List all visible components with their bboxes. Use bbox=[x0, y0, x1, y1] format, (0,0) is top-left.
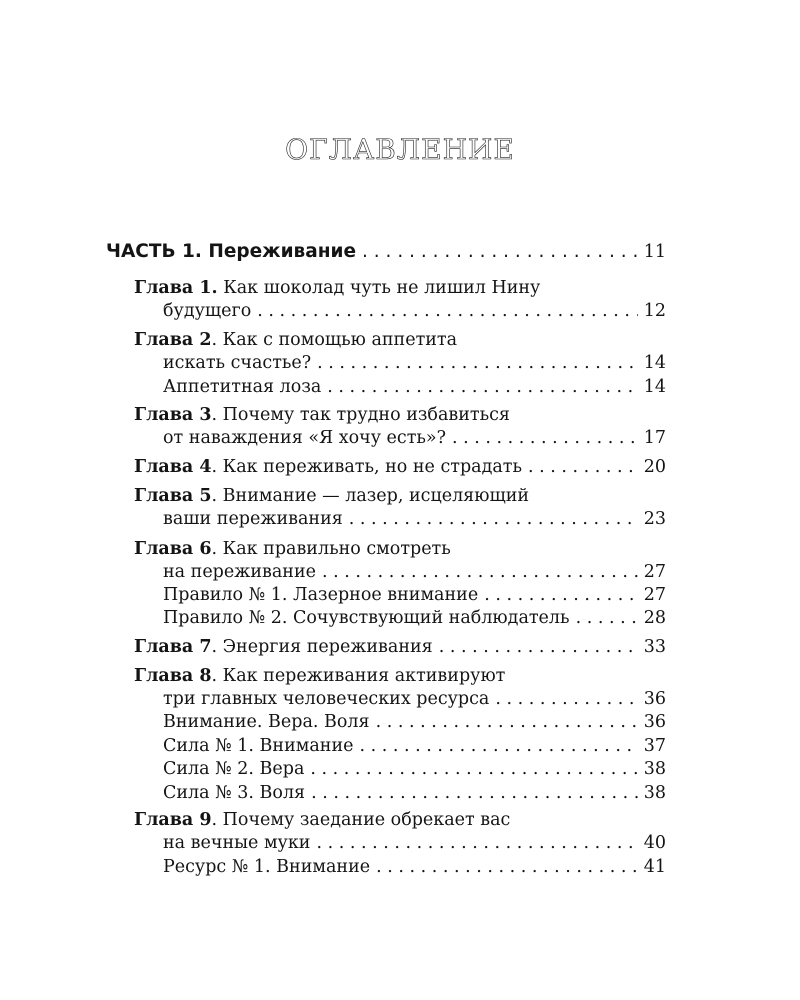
chapter-title: Как с помощью аппетита bbox=[222, 330, 458, 350]
section-title: Аппетитная лоза bbox=[163, 377, 322, 397]
leader-dots bbox=[376, 710, 638, 734]
page-number: 28 bbox=[643, 608, 666, 628]
leader-dots bbox=[311, 781, 638, 805]
chapter-title-cont: ваши переживания bbox=[163, 509, 343, 529]
page-title: ОГЛАВЛЕНИЕ bbox=[285, 133, 515, 166]
toc-section[interactable] bbox=[163, 734, 666, 758]
chapter-title-cont: три главных человеческих ресурса bbox=[163, 689, 490, 709]
chapter-label: Глава 1. bbox=[134, 278, 218, 298]
chapter-label: Глава 9 bbox=[134, 810, 212, 830]
chapter-title-cont: от наваждения «Я хочу есть»? bbox=[163, 428, 447, 448]
chapter-title: Как переживания активируют bbox=[222, 666, 506, 686]
chapter-label: Глава 2 bbox=[134, 330, 212, 350]
section-title: Сила № 3. Воля bbox=[163, 783, 306, 803]
toc-chapter-1-line-1[interactable] bbox=[134, 276, 540, 300]
chapter-label: Глава 5 bbox=[134, 486, 212, 506]
leader-dots bbox=[576, 606, 638, 630]
chapter-title-cont: на переживание bbox=[163, 562, 316, 582]
page-number: 14 bbox=[643, 353, 666, 373]
chapter-title-cont: на вечные муки bbox=[163, 833, 311, 853]
page-number: 27 bbox=[643, 585, 666, 605]
toc-chapter-6-line-2[interactable] bbox=[163, 560, 666, 584]
chapter-label: Глава 6 bbox=[134, 539, 212, 559]
page-number: 14 bbox=[643, 377, 666, 397]
leader-dots bbox=[484, 583, 638, 607]
part-title: ЧАСТЬ 1. Переживание bbox=[106, 241, 357, 262]
page-number: 33 bbox=[643, 637, 666, 657]
toc-chapter-4[interactable]: Глава 4. Как переживать, но не страдать . . . 20 bbox=[134, 455, 666, 479]
toc-section[interactable] bbox=[163, 606, 666, 630]
toc-section[interactable] bbox=[163, 583, 666, 607]
page-number: 11 bbox=[643, 242, 666, 262]
toc-chapter-7[interactable]: Глава 7. Энергия переживания . . . 33 bbox=[134, 635, 666, 659]
toc-chapter-8-line-2[interactable] bbox=[163, 687, 666, 711]
page-number: 37 bbox=[643, 736, 666, 756]
toc-chapter-8-line-1[interactable]: Глава 8. Как переживания активируют bbox=[134, 666, 506, 686]
toc-chapter-5-line-1[interactable]: Глава 5. Внимание — лазер, исцеляющий bbox=[134, 486, 530, 506]
leader-dots bbox=[310, 757, 637, 781]
chapter-label: Глава 4 bbox=[134, 457, 212, 477]
chapter-title: Как переживать, но не страдать bbox=[222, 457, 522, 477]
toc-section[interactable] bbox=[163, 375, 666, 399]
toc-chapter-3-line-1[interactable]: Глава 3. Почему так трудно избавиться bbox=[134, 405, 510, 425]
toc-chapter-3-line-2[interactable] bbox=[163, 426, 666, 450]
toc-chapter-2-line-2[interactable] bbox=[163, 351, 666, 375]
page-number: 38 bbox=[643, 783, 666, 803]
section-title: Сила № 1. Внимание bbox=[163, 736, 354, 756]
section-title: Внимание. Вера. Воля bbox=[163, 712, 370, 732]
page-number: 17 bbox=[643, 428, 666, 448]
chapter-title-cont: искать счастье? bbox=[163, 353, 312, 373]
leader-dots bbox=[528, 455, 638, 479]
page-number: 36 bbox=[643, 712, 666, 732]
page-number: 38 bbox=[643, 759, 666, 779]
toc-section[interactable] bbox=[163, 855, 666, 879]
leader-dots bbox=[316, 831, 637, 855]
leader-dots bbox=[327, 375, 637, 399]
toc-chapter-1-line-2[interactable] bbox=[163, 299, 666, 323]
toc-chapter-9-line-2[interactable] bbox=[163, 831, 666, 855]
chapter-title-cont: будущего bbox=[163, 301, 252, 321]
section-title: Ресурс № 1. Внимание bbox=[163, 857, 371, 877]
toc-section[interactable] bbox=[163, 757, 666, 781]
page-number: 12 bbox=[643, 301, 666, 321]
section-title: Правило № 1. Лазерное внимание bbox=[163, 585, 479, 605]
toc-chapter-2-line-1[interactable]: Глава 2. Как с помощью аппетита bbox=[134, 330, 458, 350]
toc-section[interactable] bbox=[163, 781, 666, 805]
chapter-title: Внимание — лазер, исцеляющий bbox=[222, 486, 530, 506]
chapter-title: Как шоколад чуть не лишил Нину bbox=[223, 278, 541, 298]
leader-dots bbox=[359, 734, 637, 758]
leader-dots bbox=[322, 560, 638, 584]
leader-dots bbox=[257, 299, 637, 323]
leader-dots bbox=[317, 351, 638, 375]
section-title: Сила № 2. Вера bbox=[163, 759, 305, 779]
page-number: 23 bbox=[643, 509, 666, 529]
page-number: 36 bbox=[643, 689, 666, 709]
leader-dots bbox=[376, 855, 638, 879]
chapter-title: Как правильно смотреть bbox=[222, 539, 451, 559]
section-title: Правило № 2. Сочувствующий наблюдатель bbox=[163, 608, 570, 628]
toc-section[interactable] bbox=[163, 710, 666, 734]
toc-chapter-6-line-1[interactable]: Глава 6. Как правильно смотреть bbox=[134, 539, 451, 559]
chapter-title: Почему заедание обрекает вас bbox=[222, 810, 511, 830]
chapter-label: Глава 3 bbox=[134, 405, 212, 425]
page-number: 41 bbox=[643, 857, 666, 877]
chapter-label: Глава 7 bbox=[134, 637, 212, 657]
toc-part-1[interactable] bbox=[106, 240, 666, 264]
page-number: 40 bbox=[643, 833, 666, 853]
toc-chapter-5-line-2[interactable] bbox=[163, 507, 666, 531]
leader-dots bbox=[452, 426, 638, 450]
leader-dots bbox=[495, 687, 637, 711]
page-number: 27 bbox=[643, 562, 666, 582]
leader-dots bbox=[362, 240, 638, 264]
chapter-label: Глава 8 bbox=[134, 666, 212, 686]
page-number: 20 bbox=[643, 457, 666, 477]
leader-dots bbox=[349, 507, 638, 531]
chapter-title: Энергия переживания bbox=[222, 637, 433, 657]
leader-dots bbox=[439, 635, 638, 659]
chapter-title: Почему так трудно избавиться bbox=[222, 405, 510, 425]
toc-chapter-9-line-1[interactable]: Глава 9. Почему заедание обрекает вас bbox=[134, 810, 511, 830]
